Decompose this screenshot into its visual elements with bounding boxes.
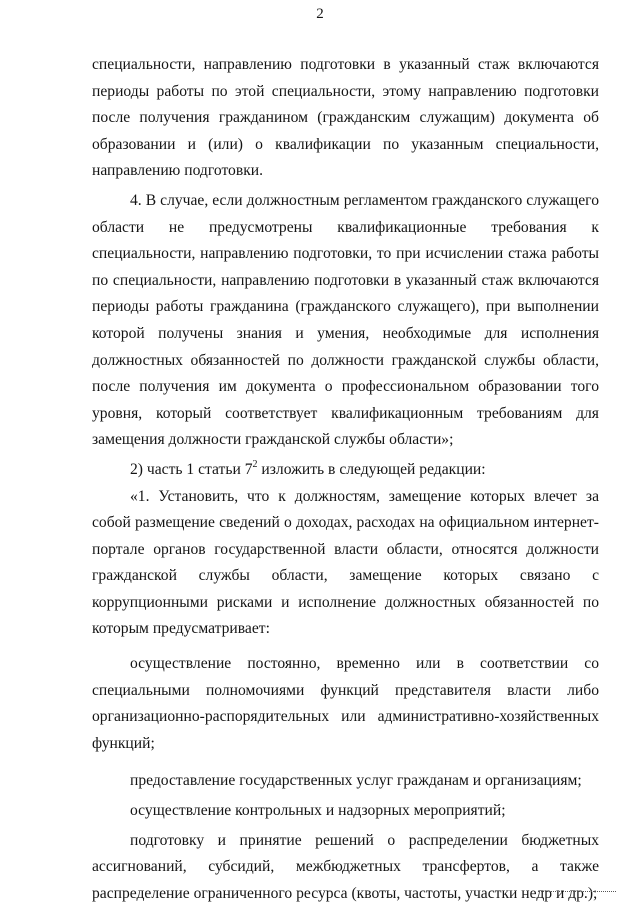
list-item-public-services: предоставление государственных услуг гражданам и организациям; (130, 772, 582, 790)
page-number: 2 (316, 6, 324, 22)
amendment-prefix: 2) часть 1 статьи 7 (130, 460, 253, 478)
stamp-line (538, 888, 616, 892)
amendment-suffix: изложить в следующей редакции: (257, 460, 486, 478)
paragraph-continuation: специальности, направлению подготовки в указанный стаж включаются периоды работы по этой специальности, этому направлению подготовки после получения гражданином (гражданским служащим) документа об образовании и (или) о квалификации по указанным специальности, направлению подготовки. (92, 56, 599, 180)
list-item-functions: осуществление постоянно, временно или в соответствии со специальными полномочиями функций представителя власти либо организационно-распорядительных или административно-хозяйственных функций; (92, 655, 599, 752)
list-item-budget-decisions: подготовку и принятие решений о распределении бюджетных ассигнований, субсидий, межбюджетных трансфертов, а также распределение ограниченного ресурса (квоты, частоты, участки недр и др.); (92, 831, 599, 902)
paragraph-quoted-part-1: «1. Установить, что к должностям, замещение которых влечет за собой размещение сведений о доходах, расходах на официальном интернет-портале органов государственной власти области, относятся должности гражданской службы области, замещение которых связано с коррупционными рисками и исполнение должностных обязанностей по которым предусматривает: (92, 487, 599, 638)
document-body (92, 52, 599, 907)
amendment-superscript: 2 (252, 458, 258, 470)
paragraph-amendment-item-2 (92, 457, 599, 484)
list-item-control-measures: осуществление контрольных и надзорных мероприятий; (130, 802, 506, 820)
paragraph-item-4: 4. В случае, если должностным регламентом гражданского служащего области не предусмотрены квалификационные требования к специальности, направлению подготовки, то при исчислении стажа работы по специальности, направлению подготовки в указанный стаж включаются периоды работы гражданина (гражданского служащего), при выполнении которой получены знания и умения, необходимые для исполнения должностных обязанностей по должности гражданской службы области, после получения им документа о профессиональном образовании того уровня, который соответствует квалификационным требованиям для замещения должности гражданской службы области»; (92, 191, 599, 449)
